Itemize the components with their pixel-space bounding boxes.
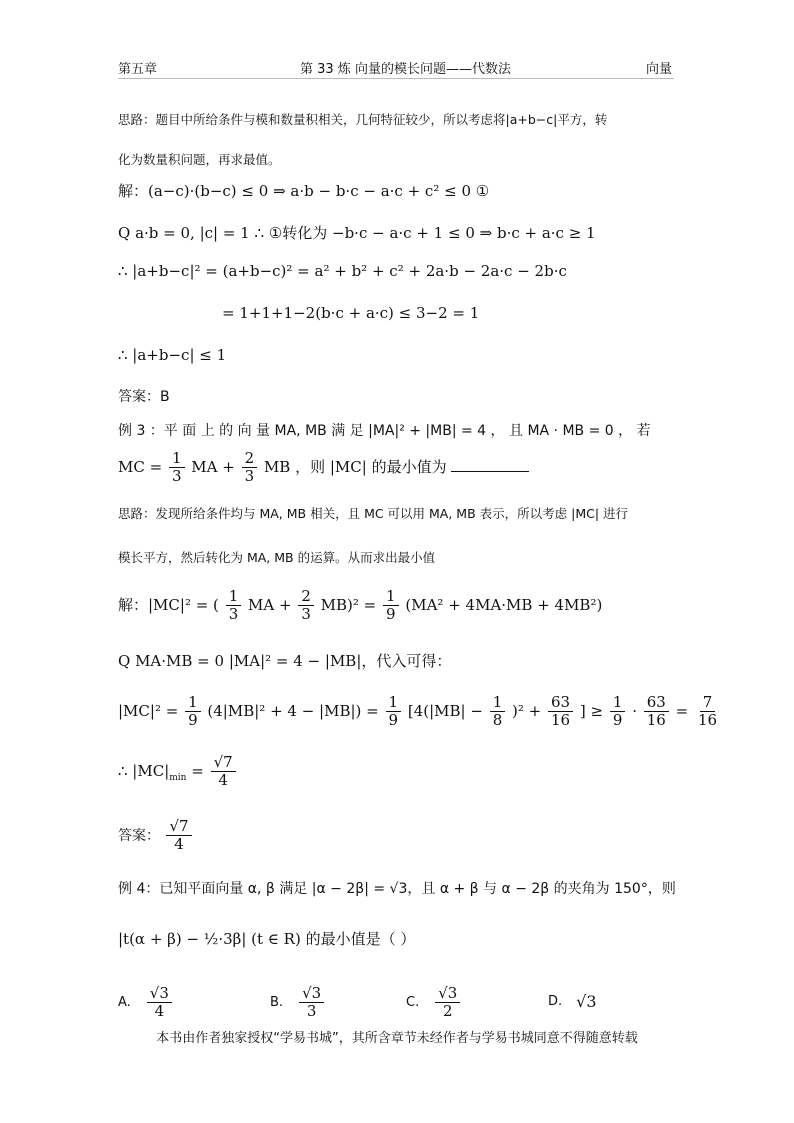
option-a: A. $\frac{√3}{4}$	[118, 985, 174, 1021]
example-3-line-1: 例 3 ：平 面 上 的 向 量 MA, MB 满 足 |MA|² + |MB| = 4 ， 且 MA · MB = 0 ， 若	[118, 423, 651, 439]
example-3-solution-2: Q MA·MB = 0 |MA|² = 4 − |MB|，代入可得：	[118, 652, 452, 670]
hint-line-1: 思路：题目中所给条件与模和数量积相关，几何特征较少，所以考虑将|a+b−c|平方，转	[118, 112, 608, 127]
example-3-hint-1: 思路：发现所给条件均与 MA, MB 相关，且 MC 可以用 MA, MB 表示，所以考虑 |MC| 进行	[118, 506, 629, 521]
solution-line-4: = 1+1+1−2(b·c + a·c) ≤ 3−2 = 1	[222, 304, 480, 322]
example-3-hint-2: 模长平方，然后转化为 MA, MB 的运算。从而求出最小值	[118, 550, 436, 565]
fraction-2-3: $\frac{2}{3}$	[242, 450, 258, 486]
answer-2: 答案： $\frac{√7}{4}$	[118, 818, 194, 854]
example-3-solution-3: |MC|² = $\frac{1}{9}$ (4|MB|² + 4 − |MB|) = $\frac{1}{9}$ [4(|MB| − $\frac{1}{8}$ )² + $\frac{63}{16}$ ] ≥ $\frac{1}{9}$ · $\frac{63}{16}$ = $\frac{7}{16}$	[118, 693, 718, 730]
example-4-line-1: 例 4：已知平面向量 α, β 满足 |α − 2β| = √3，且 α + β 与 α − 2β 的夹角为 150°，则	[118, 881, 676, 897]
solution-line-5: ∴ |a+b−c| ≤ 1	[118, 346, 227, 364]
answer-1: 答案：B	[118, 389, 170, 405]
solution-line-2: Q a·b = 0, |c| = 1 ∴ ①转化为 −b·c − a·c + 1 ≤ 0 ⇒ b·c + a·c ≥ 1	[118, 224, 596, 242]
example-3-solution-4: ∴ $|MC|_{min}$ = $\frac{√7}{4}$	[118, 754, 238, 790]
solution-line-3: ∴ |a+b−c|² = (a+b−c)² = a² + b² + c² + 2a·b − 2a·c − 2b·c	[118, 262, 567, 280]
footer-notice: 本书由作者独家授权“学易书城”，其所含章节未经作者与学易书城同意不得随意转载	[156, 1031, 638, 1046]
hint-line-2: 化为数量积问题，再求最值。	[118, 152, 281, 167]
mc-eq: MC =	[118, 457, 163, 476]
answer-blank	[451, 459, 529, 472]
fraction-1-3: $\frac{1}{3}$	[169, 450, 185, 486]
header-title: 第 33 炼 向量的模长问题——代数法	[300, 62, 511, 77]
option-d: D. √3	[548, 992, 597, 1011]
header-chapter: 第五章	[118, 62, 158, 77]
example-3-line-2: MC = $\frac{1}{3}$ MA + $\frac{2}{3}$ MB ，则 |MC| 的最小值为	[118, 450, 529, 486]
option-b: B. $\frac{√3}{3}$	[270, 985, 326, 1021]
example-3-solution-1: 解：|MC|² = ( $\frac{1}{3}$ MA + $\frac{2}{3}$ MB)² = $\frac{1}{9}$ (MA² + 4MA·MB + 4MB²)	[118, 587, 603, 624]
option-c: C. $\frac{√3}{2}$	[406, 985, 462, 1021]
header-topic: 向量	[646, 62, 673, 77]
example-4-line-2: |t(α + β) − ½·3β| (t ∈ R) 的最小值是（ ）	[118, 930, 416, 948]
solution-line-1: 解：(a−c)·(b−c) ≤ 0 ⇒ a·b − b·c − a·c + c² ≤ 0 ①	[118, 182, 490, 200]
header-rule	[118, 78, 674, 79]
